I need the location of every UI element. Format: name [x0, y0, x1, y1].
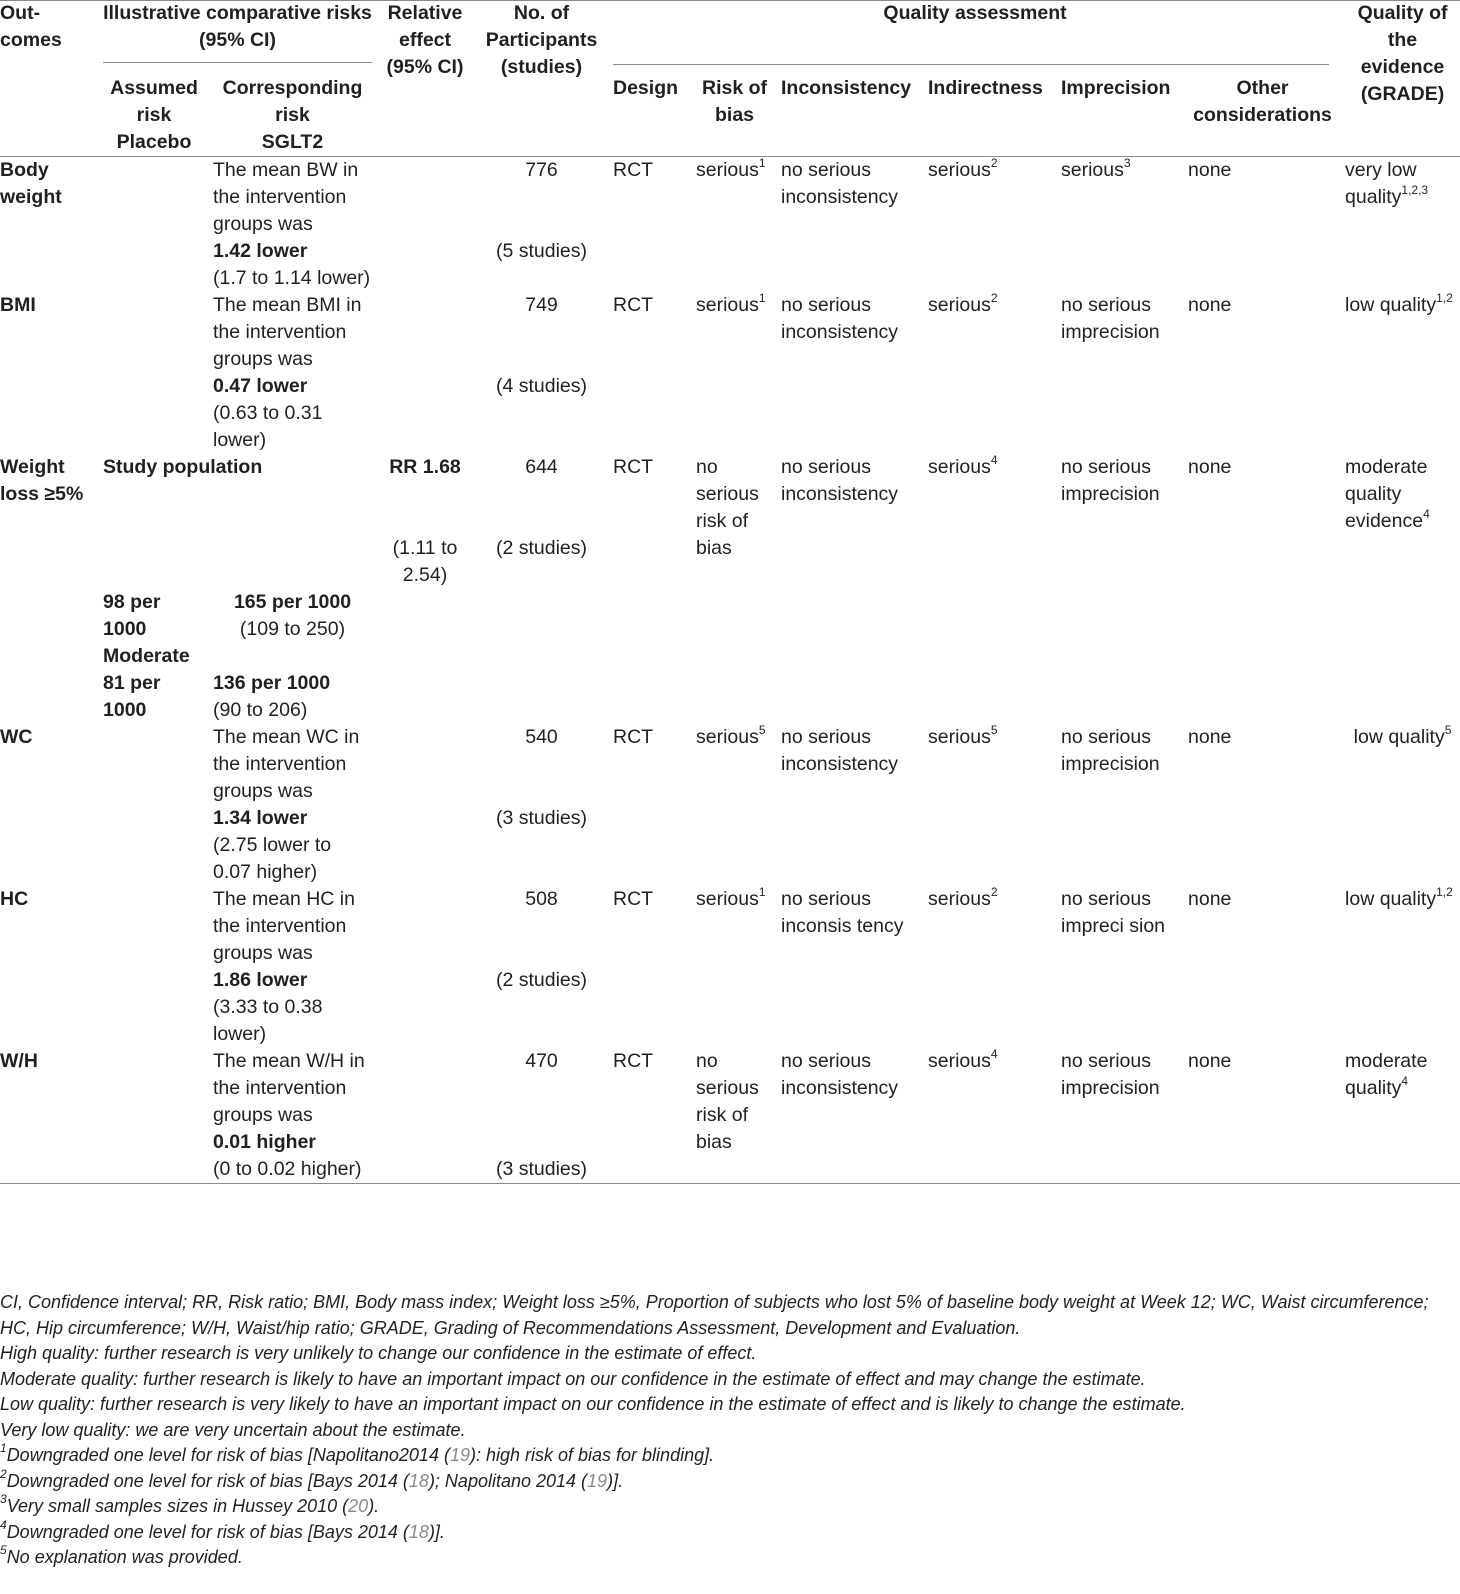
- outcome-cell: WC: [0, 726, 33, 748]
- effect-ci: (2.75 lower to 0.07 higher): [213, 834, 332, 883]
- effect-ci: (0 to 0.02 higher): [213, 1158, 362, 1180]
- moderate-label: Moderate: [103, 645, 190, 667]
- study-population-label: Study population: [103, 456, 263, 478]
- assumed-risk-moderate: 81 per 1000: [103, 672, 161, 721]
- design-cell: RCT: [613, 1048, 696, 1184]
- grade-cell: low quality$^5$: [1353, 722, 1452, 748]
- reference-link[interactable]: 19: [587, 1470, 608, 1491]
- corresponding-risk-cell: [213, 724, 380, 886]
- table-row: [0, 886, 1460, 1048]
- corresponding-risk-cell: [213, 886, 380, 1048]
- corresponding-text: The mean WC in the intervention groups was: [213, 726, 360, 802]
- indirectness-cell: serious$^2$: [928, 290, 998, 316]
- effect-estimate: 0.01 higher: [213, 1131, 316, 1153]
- table-row: [0, 1048, 1460, 1184]
- imprecision-cell: no serious imprecision: [1061, 726, 1160, 775]
- assumed-risk-cell: [103, 1048, 213, 1184]
- effect-estimate: 0.47 lower: [213, 375, 308, 397]
- corresponding-risk-cell: [213, 1048, 380, 1184]
- inconsistency-cell: no serious inconsis tency: [781, 888, 904, 937]
- corresponding-text: The mean BW in the intervention groups was: [213, 159, 359, 235]
- assumed-risk-cell: [103, 886, 213, 1048]
- table-footnotes: [0, 1290, 1460, 1571]
- header-participants: No. of Participants (studies): [485, 2, 598, 78]
- grade-cell: moderate quality evidence$^4$: [1345, 456, 1430, 532]
- low-quality-note: Low quality: further research is very likely to have an important impact on our confidence in the estimate of effect and is likely to change the estimate.: [0, 1394, 1186, 1414]
- risk-ratio: RR 1.68: [389, 456, 461, 478]
- header-outcomes: Out- comes: [0, 2, 62, 51]
- inconsistency-cell: no serious inconsistency: [781, 1048, 928, 1184]
- imprecision-cell: no serious imprecision: [1061, 294, 1160, 343]
- risk-of-bias-cell: serious$^1$: [696, 155, 766, 181]
- studies-count: (3 studies): [495, 1158, 588, 1180]
- imprecision-cell: no serious impreci sion: [1061, 888, 1166, 937]
- effect-estimate: 1.34 lower: [213, 807, 308, 829]
- reference-link[interactable]: 18: [408, 1470, 429, 1491]
- header-grade: Quality of the evidence (GRADE): [1357, 2, 1448, 105]
- risk-of-bias-cell: serious$^1$: [696, 884, 766, 910]
- other-considerations-cell: none: [1188, 159, 1232, 181]
- other-considerations-cell: none: [1188, 1048, 1345, 1184]
- participants-cell: [478, 1048, 613, 1184]
- table-header: [0, 0, 1460, 157]
- very-low-quality-note: Very low quality: we are very uncertain about the estimate.: [0, 1419, 466, 1440]
- moderate-quality-note: Moderate quality: further research is likely to have an important impact on our confidence in the estimate of effect and may change the estimate.: [0, 1368, 1146, 1389]
- risk-of-bias-cell: no serious risk of bias: [696, 1048, 781, 1184]
- footnote-4: $^4$Downgraded one level for risk of bias [Bays 2014 (18)].: [0, 1517, 445, 1542]
- relative-effect-cell: [380, 157, 478, 293]
- participants-cell: [478, 454, 613, 724]
- outcome-cell: Weight loss ≥5%: [0, 456, 84, 505]
- studies-count: (5 studies): [495, 240, 588, 262]
- risk-of-bias-cell: no serious risk of bias: [696, 456, 759, 559]
- footnote-5: $^5$No explanation was provided.: [0, 1543, 243, 1567]
- studies-count: (2 studies): [495, 969, 588, 991]
- other-considerations-cell: none: [1188, 888, 1232, 910]
- risk-of-bias-cell: serious$^1$: [696, 290, 766, 316]
- inconsistency-cell: no serious inconsistency: [781, 159, 899, 208]
- relative-effect-cell: [380, 886, 478, 1048]
- assumed-risk-cell: [103, 157, 213, 293]
- header-relative-effect: Relative effect (95% CI): [386, 2, 464, 78]
- table-body: [0, 157, 1460, 1184]
- participants-count: 644: [525, 456, 558, 478]
- header-illustrative-risks: Illustrative comparative risks (95% CI): [103, 2, 372, 51]
- relative-effect-cell: [380, 724, 478, 886]
- corresponding-risk-study: 165 per 1000 (109 to 250) 136 per 1000 (90 to 206): [213, 591, 352, 721]
- design-cell: RCT: [613, 726, 654, 748]
- table-row: [0, 724, 1460, 886]
- assumed-risk-cell: [103, 724, 213, 886]
- participants-count: 776: [525, 159, 558, 181]
- inconsistency-cell: no serious inconsistency: [781, 456, 899, 505]
- header-corresponding-risk: Corresponding risk SGLT2: [222, 77, 363, 153]
- effect-estimate: 1.42 lower: [213, 240, 308, 262]
- studies-count: (3 studies): [495, 807, 588, 829]
- other-considerations-cell: none: [1188, 456, 1232, 478]
- outcome-cell: BMI: [0, 294, 36, 316]
- abbreviations-note: CI, Confidence interval; RR, Risk ratio; BMI, Body mass index; Weight loss ≥5%, Proportion of subjects who lost 5% of baseline body weight at Week 12; WC, Waist circumference; HC, Hip circumference; W/H, Waist/hip ratio; GRADE, Grading of Recommendations Assessment, Development and Evaluation.: [0, 1292, 1429, 1338]
- inconsistency-cell: no serious inconsistency: [781, 294, 899, 343]
- risk-of-bias-cell: serious$^5$: [696, 722, 766, 748]
- imprecision-cell: no serious imprecision: [1061, 456, 1160, 505]
- header-other-considerations: Other considerations: [1193, 77, 1332, 126]
- table-row: [0, 157, 1460, 293]
- effect-ci: (3.33 to 0.38 lower): [213, 996, 323, 1045]
- risk-cell: [103, 454, 380, 724]
- corresponding-text: The mean HC in the intervention groups was: [213, 888, 355, 964]
- indirectness-cell: serious$^2$: [928, 155, 998, 181]
- design-cell: RCT: [613, 294, 654, 316]
- participants-cell: [478, 886, 613, 1048]
- footnote-3: $^3$Very small samples sizes in Hussey 2010 (20).: [0, 1492, 380, 1516]
- risk-subtable: [103, 589, 380, 724]
- header-quality-assessment: Quality assessment: [883, 2, 1067, 24]
- reference-link[interactable]: 18: [408, 1521, 429, 1542]
- participants-count: 508: [525, 888, 558, 910]
- reference-link[interactable]: 19: [449, 1445, 470, 1465]
- header-design: Design: [613, 77, 679, 99]
- corresponding-risk-moderate: 136 per 1000: [213, 672, 331, 694]
- outcome-cell: W/H: [0, 1048, 103, 1184]
- corresponding-risk-cell: [213, 157, 380, 293]
- indirectness-cell: serious$^4$: [928, 1048, 1061, 1184]
- participants-cell: [478, 724, 613, 886]
- footnote-1: $^1$Downgraded one level for risk of bias [Napolitano2014 (19): high risk of bias for blinding].: [0, 1441, 715, 1465]
- effect-ci: (0.63 to 0.31 lower): [213, 402, 323, 451]
- indirectness-cell: serious$^5$: [928, 722, 998, 748]
- corresponding-text: The mean W/H in the intervention groups was: [213, 1050, 365, 1126]
- grade-cell: very low quality$^{1,2,3}$: [1345, 159, 1429, 208]
- outcome-cell: Body weight: [0, 159, 62, 208]
- studies-count: (4 studies): [495, 375, 588, 397]
- indirectness-cell: serious$^4$: [928, 452, 998, 478]
- participants-count: 540: [525, 726, 558, 748]
- outcome-cell: HC: [0, 888, 29, 910]
- design-cell: RCT: [613, 159, 654, 181]
- header-imprecision: Imprecision: [1061, 77, 1171, 99]
- grade-cell: moderate quality$^4$: [1345, 1048, 1460, 1184]
- design-cell: RCT: [613, 888, 654, 910]
- header-assumed-risk: Assumed risk Placebo: [110, 77, 198, 153]
- footnote-2: $^2$Downgraded one level for risk of bias [Bays 2014 (18); Napolitano 2014 (19)].: [0, 1466, 624, 1491]
- design-cell: RCT: [613, 456, 654, 478]
- header-inconsistency: Inconsistency: [781, 77, 912, 99]
- risk-ratio-ci: (1.11 to 2.54): [392, 537, 458, 586]
- studies-count: (2 studies): [495, 537, 588, 559]
- table-row: [0, 292, 1460, 454]
- effect-estimate: 1.86 lower: [213, 969, 308, 991]
- corresponding-risk-cell: [213, 292, 380, 454]
- effect-ci: (1.7 to 1.14 lower): [213, 267, 371, 289]
- indirectness-cell: serious$^2$: [928, 884, 998, 910]
- reference-link[interactable]: 20: [348, 1496, 369, 1516]
- inconsistency-cell: no serious inconsistency: [781, 726, 899, 775]
- assumed-risk-cell: [103, 292, 213, 454]
- relative-effect-cell: [380, 1048, 478, 1184]
- participants-cell: [478, 292, 613, 454]
- relative-effect-cell: [380, 454, 478, 724]
- table-row: [0, 454, 1460, 724]
- header-risk-of-bias: Risk of bias: [701, 77, 767, 126]
- other-considerations-cell: none: [1188, 726, 1232, 748]
- participants-count: 749: [525, 294, 558, 316]
- imprecision-cell: no serious imprecision: [1061, 1048, 1188, 1184]
- high-quality-note: High quality: further research is very unlikely to change our confidence in the estimate of effect.: [0, 1343, 757, 1363]
- header-indirectness: Indirectness: [928, 77, 1043, 99]
- imprecision-cell: serious$^3$: [1061, 155, 1131, 181]
- other-considerations-cell: none: [1188, 294, 1232, 316]
- assumed-risk-study: 98 per 1000 Moderate 81 per 1000: [103, 591, 190, 721]
- participants-cell: [478, 157, 613, 293]
- participants-count: 470: [525, 1050, 558, 1072]
- relative-effect-cell: [380, 292, 478, 454]
- grade-cell: low quality$^{1,2}$: [1345, 884, 1453, 910]
- grade-cell: low quality$^{1,2}$: [1345, 290, 1453, 316]
- corresponding-text: The mean BMI in the intervention groups was: [213, 294, 362, 370]
